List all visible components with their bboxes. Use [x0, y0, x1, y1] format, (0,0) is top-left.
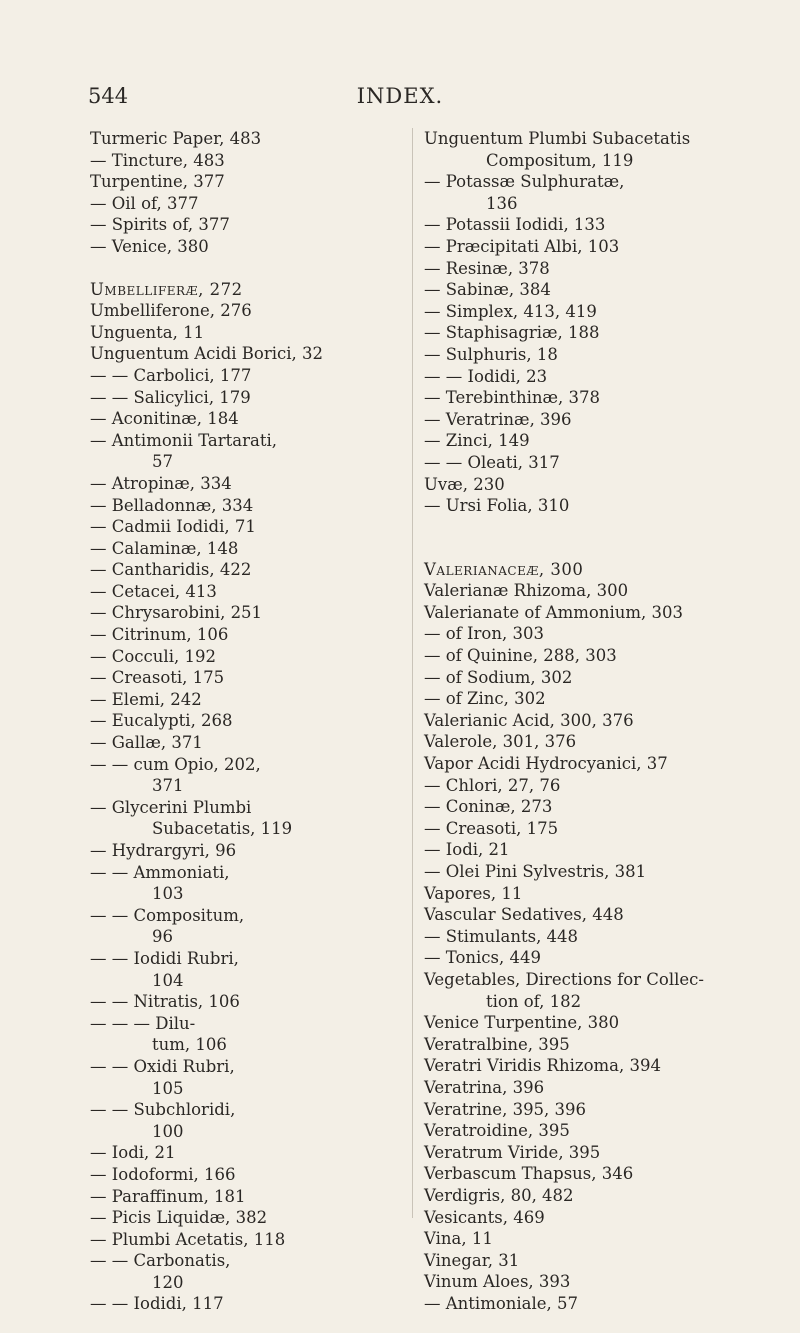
index-entry: Unguentum Plumbi Subacetatis — [424, 129, 691, 148]
index-entry: Vina, 11 — [424, 1229, 493, 1249]
index-entry: — Sulphuris, 18 — [424, 344, 558, 364]
index-entry: — Antimonii Tartarati, — [90, 430, 277, 450]
index-entry: Valerianæ Rhizoma, 300 — [424, 581, 629, 601]
page-header — [0, 84, 800, 114]
index-entry: Veratralbine, 395 — [424, 1034, 570, 1054]
index-entry: — — cum Opio, 202, — [90, 754, 261, 774]
page-title: INDEX. — [356, 84, 444, 108]
index-entry: — Citrinum, 106 — [90, 625, 229, 645]
index-entry: Veratrine, 395, 396 — [424, 1099, 587, 1119]
index-entry: Venice Turpentine, 380 — [424, 1013, 620, 1033]
index-entry: — Olei Pini Sylvestris, 381 — [424, 862, 647, 881]
index-entry: — Venice, 380 — [90, 236, 209, 256]
index-entry: — Atropinæ, 334 — [90, 473, 232, 493]
section-gap — [424, 538, 724, 559]
column-divider — [412, 128, 413, 1218]
index-entry: 120 — [152, 1272, 184, 1292]
index-entry: Vegetables, Directions for Collec- — [424, 969, 704, 989]
index-entry: — Terebinthinæ, 378 — [424, 388, 601, 408]
index-entry: — — Ammoniati, — [90, 862, 230, 882]
index-entry: tion of, 182 — [486, 991, 582, 1011]
index-entry: Verbascum Thapsus, 346 — [424, 1164, 634, 1184]
index-entry: — Præcipitati Albi, 103 — [424, 236, 620, 256]
index-entry: — Stimulants, 448 — [424, 926, 579, 946]
index-entry: — — Nitratis, 106 — [90, 992, 240, 1012]
index-entry: Turmeric Paper, 483 — [90, 129, 262, 148]
index-entry: — — Iodidi, 23 — [424, 366, 548, 386]
index-entry: — — Oleati, 317 — [424, 452, 560, 472]
index-entry: — Glycerini Plumbi — [90, 797, 252, 817]
index-entry: Veratrina, 396 — [424, 1077, 545, 1097]
index-entry: — — — Dilu- — [90, 1013, 196, 1033]
index-entry: — Paraffinum, 181 — [90, 1186, 246, 1206]
index-entry: — Cantharidis, 422 — [90, 560, 252, 580]
index-entry: — Picis Liquidæ, 382 — [90, 1208, 268, 1228]
index-entry: 104 — [152, 970, 184, 990]
index-entry: Valerole, 301, 376 — [424, 732, 577, 752]
index-entry: — Tonics, 449 — [424, 948, 541, 968]
index-entry: Umbelliferone, 276 — [90, 301, 252, 321]
index-entry: — — Subchloridi, — [90, 1100, 236, 1120]
index-entry: 371 — [152, 776, 184, 796]
index-entry: — Iodi, 21 — [424, 840, 510, 860]
index-entry: — Spirits of, 377 — [90, 215, 230, 235]
index-entry: — — Compositum, — [90, 905, 245, 925]
index-entry: — Simplex, 413, 419 — [424, 301, 597, 321]
index-entry: — Chlori, 27, 76 — [424, 775, 561, 795]
index-entry: — Iodoformi, 166 — [90, 1164, 236, 1184]
index-entry: — Calaminæ, 148 — [90, 538, 239, 558]
index-entry: — Cadmii Iodidi, 71 — [90, 517, 256, 537]
index-entry: Valerianic Acid, 300, 376 — [424, 710, 634, 730]
index-entry: Valerianaceæ, 300 — [424, 559, 584, 579]
index-entry: — Ursi Folia, 310 — [424, 496, 570, 516]
index-entry: — Hydrargyri, 96 — [90, 841, 237, 860]
index-entry: Vinegar, 31 — [424, 1250, 520, 1270]
index-entry: Compositum, 119 — [486, 150, 634, 170]
index-entry: — — Iodidi Rubri, — [90, 948, 239, 968]
index-entry: — Zinci, 149 — [424, 431, 530, 451]
index-entry: Uvæ, 230 — [424, 474, 505, 494]
index-entry: tum, 106 — [152, 1035, 227, 1055]
index-entry: Valerianate of Ammonium, 303 — [424, 602, 683, 622]
index-entry: — — Iodidi, 117 — [90, 1294, 224, 1314]
index-entry: — of Zinc, 302 — [424, 689, 546, 709]
page-number: 544 — [88, 84, 129, 108]
index-entry: — Belladonnæ, 334 — [90, 495, 254, 515]
index-entry: Vesicants, 469 — [424, 1207, 545, 1227]
index-entry: 103 — [152, 884, 184, 904]
index-entry: Verdigris, 80, 482 — [424, 1185, 574, 1205]
index-entry: 100 — [152, 1121, 184, 1141]
index-entry: 105 — [152, 1078, 184, 1098]
index-entry: Unguenta, 11 — [90, 322, 205, 342]
index-entry: Vascular Sedatives, 448 — [424, 905, 624, 925]
index-entry: — Coninæ, 273 — [424, 797, 553, 817]
index-entry: — of Quinine, 288, 303 — [424, 646, 617, 666]
index-entry: — Antimoniale, 57 — [424, 1293, 579, 1313]
index-entry: — Potassæ Sulphuratæ, — [424, 172, 625, 192]
index-entry: — Tincture, 483 — [90, 150, 225, 170]
index-entry: — Eucalypti, 268 — [90, 711, 233, 731]
index-entry: — Creasoti, 175 — [424, 818, 559, 838]
index-entry: Veratri Viridis Rhizoma, 394 — [424, 1056, 661, 1076]
index-entry: — Veratrinæ, 396 — [424, 409, 572, 429]
index-entry: — Chrysarobini, 251 — [90, 603, 263, 623]
index-entry: — Potassii Iodidi, 133 — [424, 215, 606, 235]
section-gap — [424, 517, 724, 538]
index-entry: Veratrum Viride, 395 — [424, 1142, 601, 1162]
index-entry: — — Oxidi Rubri, — [90, 1056, 235, 1076]
index-entry: — Elemi, 242 — [90, 689, 202, 709]
index-entry: — Cetacei, 413 — [90, 581, 217, 601]
index-entry: — Iodi, 21 — [90, 1143, 176, 1163]
index-column-left — [90, 128, 390, 1315]
index-entry: — Creasoti, 175 — [90, 668, 225, 688]
index-entry: Veratroidine, 395 — [424, 1121, 570, 1141]
index-entry: — of Sodium, 302 — [424, 667, 573, 687]
index-entry: Vinum Aloes, 393 — [424, 1272, 571, 1292]
index-entry: — Sabinæ, 384 — [424, 280, 551, 300]
index-entry: — — Carbolici, 177 — [90, 365, 252, 385]
index-entry: — Resinæ, 378 — [424, 258, 550, 278]
index-entry: — Gallæ, 371 — [90, 733, 203, 753]
index-entry: Subacetatis, 119 — [152, 819, 293, 839]
index-entry: — Staphisagriæ, 188 — [424, 323, 600, 343]
section-gap — [90, 258, 390, 279]
index-entry: — Cocculi, 192 — [90, 646, 216, 666]
index-entry: — Plumbi Acetatis, 118 — [90, 1229, 286, 1249]
index-entry: Unguentum Acidi Borici, 32 — [90, 344, 324, 364]
index-column-right — [424, 128, 724, 1314]
index-entry: — Oil of, 377 — [90, 193, 199, 213]
index-entry: — of Iron, 303 — [424, 624, 544, 644]
index-entry: — — Salicylici, 179 — [90, 387, 251, 407]
index-entry: 136 — [486, 193, 518, 213]
index-entry: Vapor Acidi Hydrocyanici, 37 — [424, 754, 668, 774]
index-entry: 57 — [152, 452, 173, 472]
index-entry: 96 — [152, 927, 173, 947]
index-entry: Vapores, 11 — [424, 883, 523, 903]
index-entry: Umbelliferæ, 272 — [90, 279, 243, 299]
index-entry: — — Carbonatis, — [90, 1251, 231, 1271]
index-entry: Turpentine, 377 — [90, 172, 225, 192]
index-entry: — Aconitinæ, 184 — [90, 409, 239, 429]
